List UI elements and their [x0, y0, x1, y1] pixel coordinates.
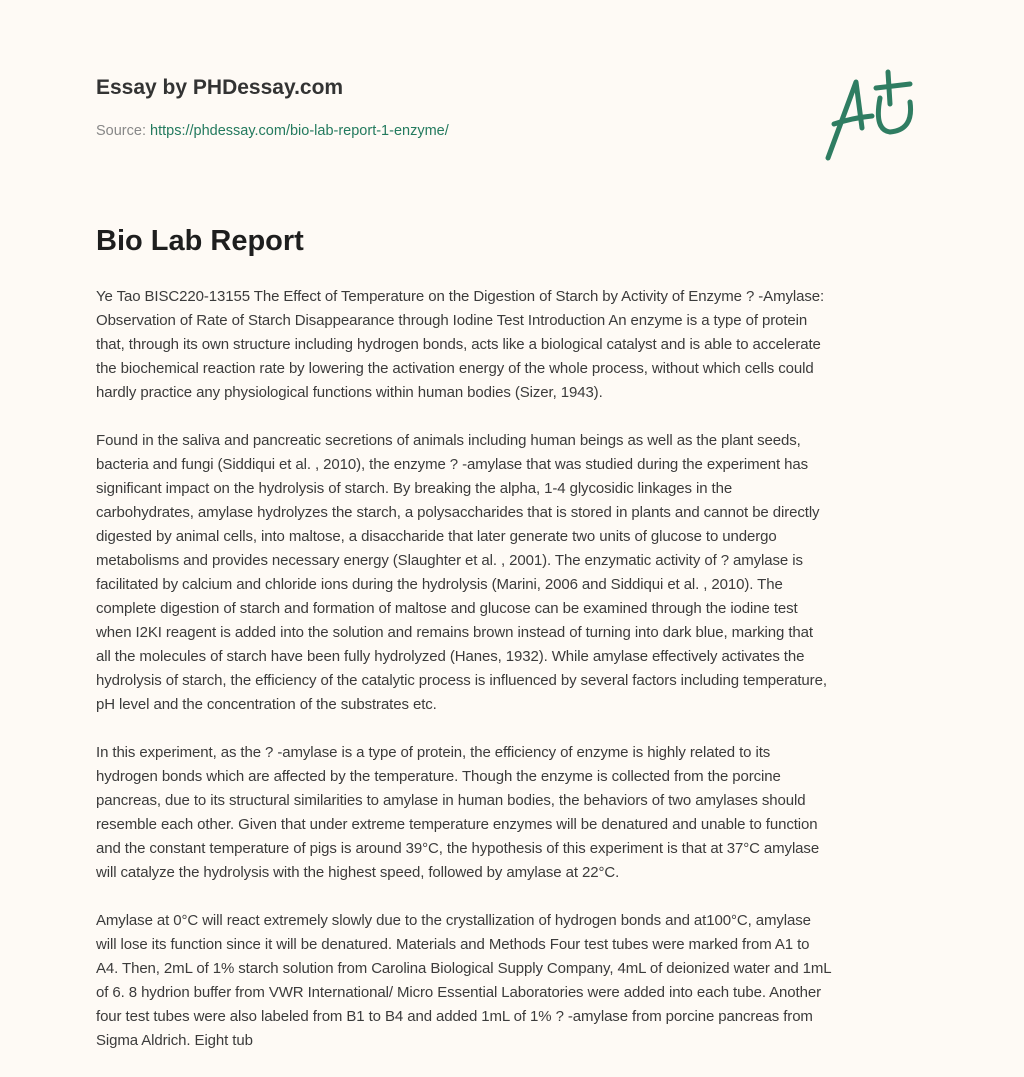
- paragraph-line: In this experiment, as the ? -amylase is a type of protein, the efficiency of enzyme is highly related to its: [96, 744, 771, 761]
- paragraph-line: hydrogen bonds which are affected by the temperature. Though the enzyme is collected from the porcine: [96, 768, 781, 785]
- paragraph-line: Found in the saliva and pancreatic secretions of animals including human beings as well as the plant seeds,: [96, 432, 801, 449]
- paragraph-line: will catalyze the hydrolysis with the highest speed, followed by amylase at 22°C.: [96, 864, 620, 881]
- paragraph-line: the biochemical reaction rate by lowering the activation energy of the whole process, without which cells could: [96, 360, 814, 377]
- site-brand: Essay by PHDessay.com: [96, 76, 344, 99]
- paragraph-line: digested by animal cells, into maltose, a disaccharide that later generate two units of glucose to undergo: [96, 528, 777, 545]
- a-plus-logo-icon: [818, 68, 928, 168]
- essay-paragraph: [96, 741, 936, 885]
- paragraph-line: will lose its function since it will be denatured. Materials and Methods Four test tubes were marked from A1 to: [96, 936, 810, 953]
- page-title: Bio Lab Report: [96, 225, 304, 257]
- paragraph-line: Amylase at 0°C will react extremely slowly due to the crystallization of hydrogen bonds and at100°C, amylase: [96, 912, 811, 929]
- paragraph-line: four test tubes were also labeled from B1 to B4 and added 1mL of 1% ? -amylase from porcine pancreas from: [96, 1008, 813, 1025]
- paragraph-line: facilitated by calcium and chloride ions during the hydrolysis (Marini, 2006 and Siddiqui et al. , 2010). The: [96, 576, 783, 593]
- paragraph-line: pH level and the concentration of the substrates etc.: [96, 696, 437, 713]
- paragraph-line: resemble each other. Given that under extreme temperature enzymes will be denatured and unable to function: [96, 816, 818, 833]
- paragraph-line: Ye Tao BISC220-13155 The Effect of Temperature on the Digestion of Starch by Activity of Enzyme ? -Amylase:: [96, 288, 825, 305]
- paragraph-line: bacteria and fungi (Siddiqui et al. , 2010), the enzyme ? -amylase that was studied during the experiment has: [96, 456, 809, 473]
- paragraph-line: pancreas, due to its structural similarities to amylase in human bodies, the behaviors of two amylases should: [96, 792, 806, 809]
- paragraph-line: hardly practice any physiological functions within human bodies (Sizer, 1943).: [96, 384, 603, 401]
- paragraph-line: that, through its own structure including hydrogen bonds, acts like a biological catalyst and is able to accelerate: [96, 336, 821, 353]
- paragraph-line: Sigma Aldrich. Eight tub: [96, 1032, 253, 1049]
- paragraph-line: and the constant temperature of pigs is around 39°C, the hypothesis of this experiment is that at 37°C amylase: [96, 840, 820, 857]
- paragraph-line: significant impact on the hydrolysis of starch. By breaking the alpha, 1-4 glycosidic linkages in the: [96, 480, 733, 497]
- paragraph-line: complete digestion of starch and formation of maltose and glucose can be examined through the iodine test: [96, 600, 798, 617]
- paragraph-line: of 6. 8 hydrion buffer from VWR International/ Micro Essential Laboratories were added into each tube. Another: [96, 984, 821, 1001]
- source-line: [96, 123, 449, 139]
- paragraph-line: all the molecules of starch have been fully hydrolyzed (Hanes, 1932). While amylase effectively activates the: [96, 648, 805, 665]
- paragraph-line: hydrolysis of starch, the efficiency of the catalytic process is influenced by several factors including temperature,: [96, 672, 827, 689]
- essay-paragraph: [96, 285, 936, 405]
- source-link[interactable]: https://phdessay.com/bio-lab-report-1-enzyme/: [150, 123, 449, 139]
- essay-paragraph: [96, 909, 936, 1053]
- essay-paragraph: [96, 429, 936, 717]
- paragraph-line: carbohydrates, amylase hydrolyzes the starch, a polysaccharides that is stored in plants and cannot be directly: [96, 504, 820, 521]
- source-label: Source:: [96, 123, 146, 139]
- paragraph-line: A4. Then, 2mL of 1% starch solution from Carolina Biological Supply Company, 4mL of deionized water and 1mL: [96, 960, 832, 977]
- paragraph-line: when I2KI reagent is added into the solution and remains brown instead of turning into dark blue, marking that: [96, 624, 813, 641]
- paragraph-line: metabolisms and provides necessary energy (Slaughter et al. , 2001). The enzymatic activity of ? amylase is: [96, 552, 803, 569]
- paragraph-line: Observation of Rate of Starch Disappearance through Iodine Test Introduction An enzyme is a type of protein: [96, 312, 808, 329]
- essay-body: [96, 285, 936, 1077]
